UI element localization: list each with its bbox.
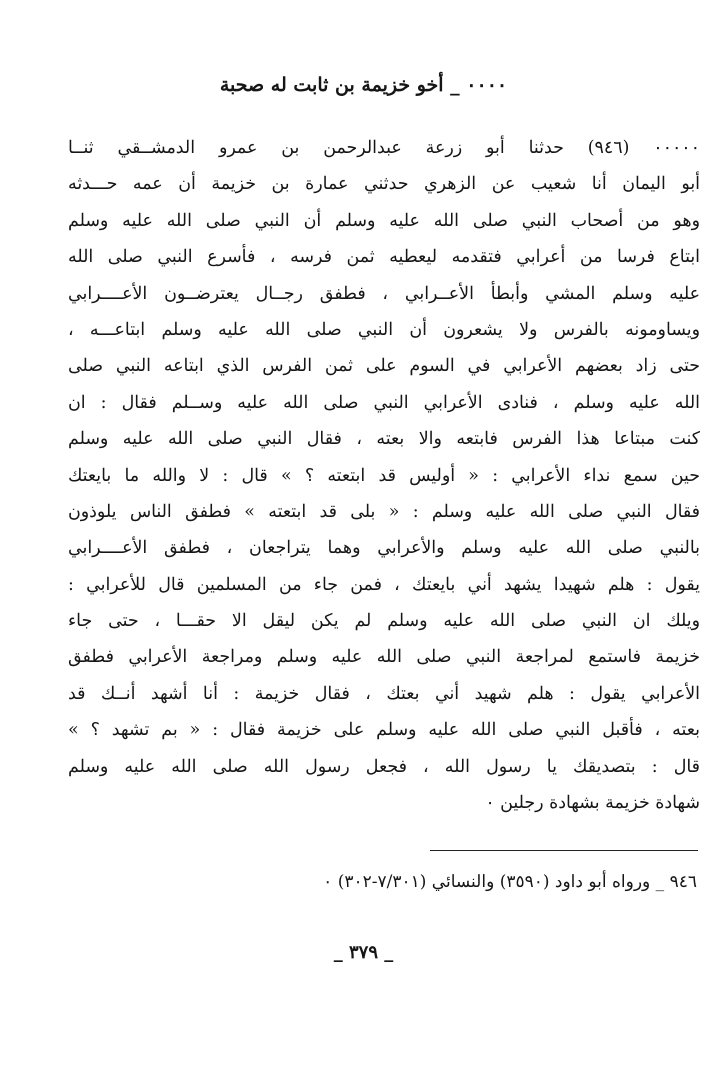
text-line: شهادة خزيمة بشهادة رجلين ٠ — [485, 793, 700, 814]
footnote-divider — [430, 850, 698, 851]
hadith-text — [68, 130, 700, 821]
page-number: _ ٣٧٩ _ — [333, 942, 394, 963]
text-line: ٠٠٠٠٠ (٩٤٦) حدثنا أبو زرعة عبدالرحمن بن عمرو الدمشــقي ثنــا — [68, 138, 700, 158]
footnote: ٩٤٦ _ ورواه أبو داود (٣٥٩٠) والنسائي (٧/٣٠١-٣٠٢) ٠ — [323, 872, 697, 892]
text-line: ويلك ان النبي صلى الله عليه وسلم لم يكن ليقل الا حقـــا ، حتى جاء — [68, 611, 700, 632]
text-line: أبو اليمان أنا شعيب عن الزهري حدثني عمارة بن خزيمة أن عمه حـــدثه — [68, 174, 700, 195]
text-line: ويساومونه بالفرس ولا يشعرون أن النبي صلى الله عليه وسلم ابتاعـــه ، — [68, 319, 700, 340]
text-line: خزيمة فاستمع لمراجعة النبي صلى الله عليه وسلم ومراجعة الأعرابي فطفق — [68, 647, 700, 668]
text-line: يقول : هلم شهيدا يشهد أني بايعتك ، فمن جاء من المسلمين قال للأعرابي : — [68, 574, 700, 595]
text-line: كنت مبتاعا هذا الفرس فابتعه والا بعته ، فقال النبي صلى الله عليه وسلم — [68, 429, 700, 450]
text-line: ابتاع فرسا من أعرابي فتقدمه ليعطيه ثمن فرسه ، فأسرع النبي صلى الله — [68, 247, 700, 268]
text-line: الأعرابي يقول : هلم شهيد أني بعتك ، فقال خزيمة : أنا أشهد أنــك قد — [68, 683, 700, 704]
text-line: فقال النبي صلى الله عليه وسلم : « بلى قد ابتعته » فطفق الناس يلوذون — [68, 501, 700, 522]
chapter-heading: ٠٠٠٠ _ أخو خزيمة بن ثابت له صحبة — [219, 74, 508, 96]
text-line: قال : بتصديقك يا رسول الله ، فجعل رسول الله صلى الله عليه وسلم — [68, 756, 700, 777]
text-line: الله عليه وسلم ، فنادى الأعرابي النبي صلى الله عليه وســلم فقال : ان — [68, 392, 700, 413]
text-line: بالنبي صلى الله عليه وسلم والأعرابي وهما يتراجعان ، فطفق الأعــــرابي — [68, 538, 700, 559]
text-line: حين سمع نداء الأعرابي : « أوليس قد ابتعته ؟ » قال : لا والله ما بايعتك — [68, 465, 700, 486]
text-line: بعته ، فأقبل النبي صلى الله عليه وسلم على خزيمة فقال : « بم تشهد ؟ » — [68, 720, 700, 741]
text-line: وهو من أصحاب النبي صلى الله عليه وسلم أن النبي صلى الله عليه وسلم — [68, 210, 700, 231]
text-line: عليه وسلم المشي وأبطأ الأعــرابي ، فطفق رجــال يعترضــون الأعــــرابي — [68, 283, 700, 304]
text-line: حتى زاد بعضهم الأعرابي في السوم على ثمن الفرس الذي ابتاعه النبي صلى — [68, 356, 700, 377]
